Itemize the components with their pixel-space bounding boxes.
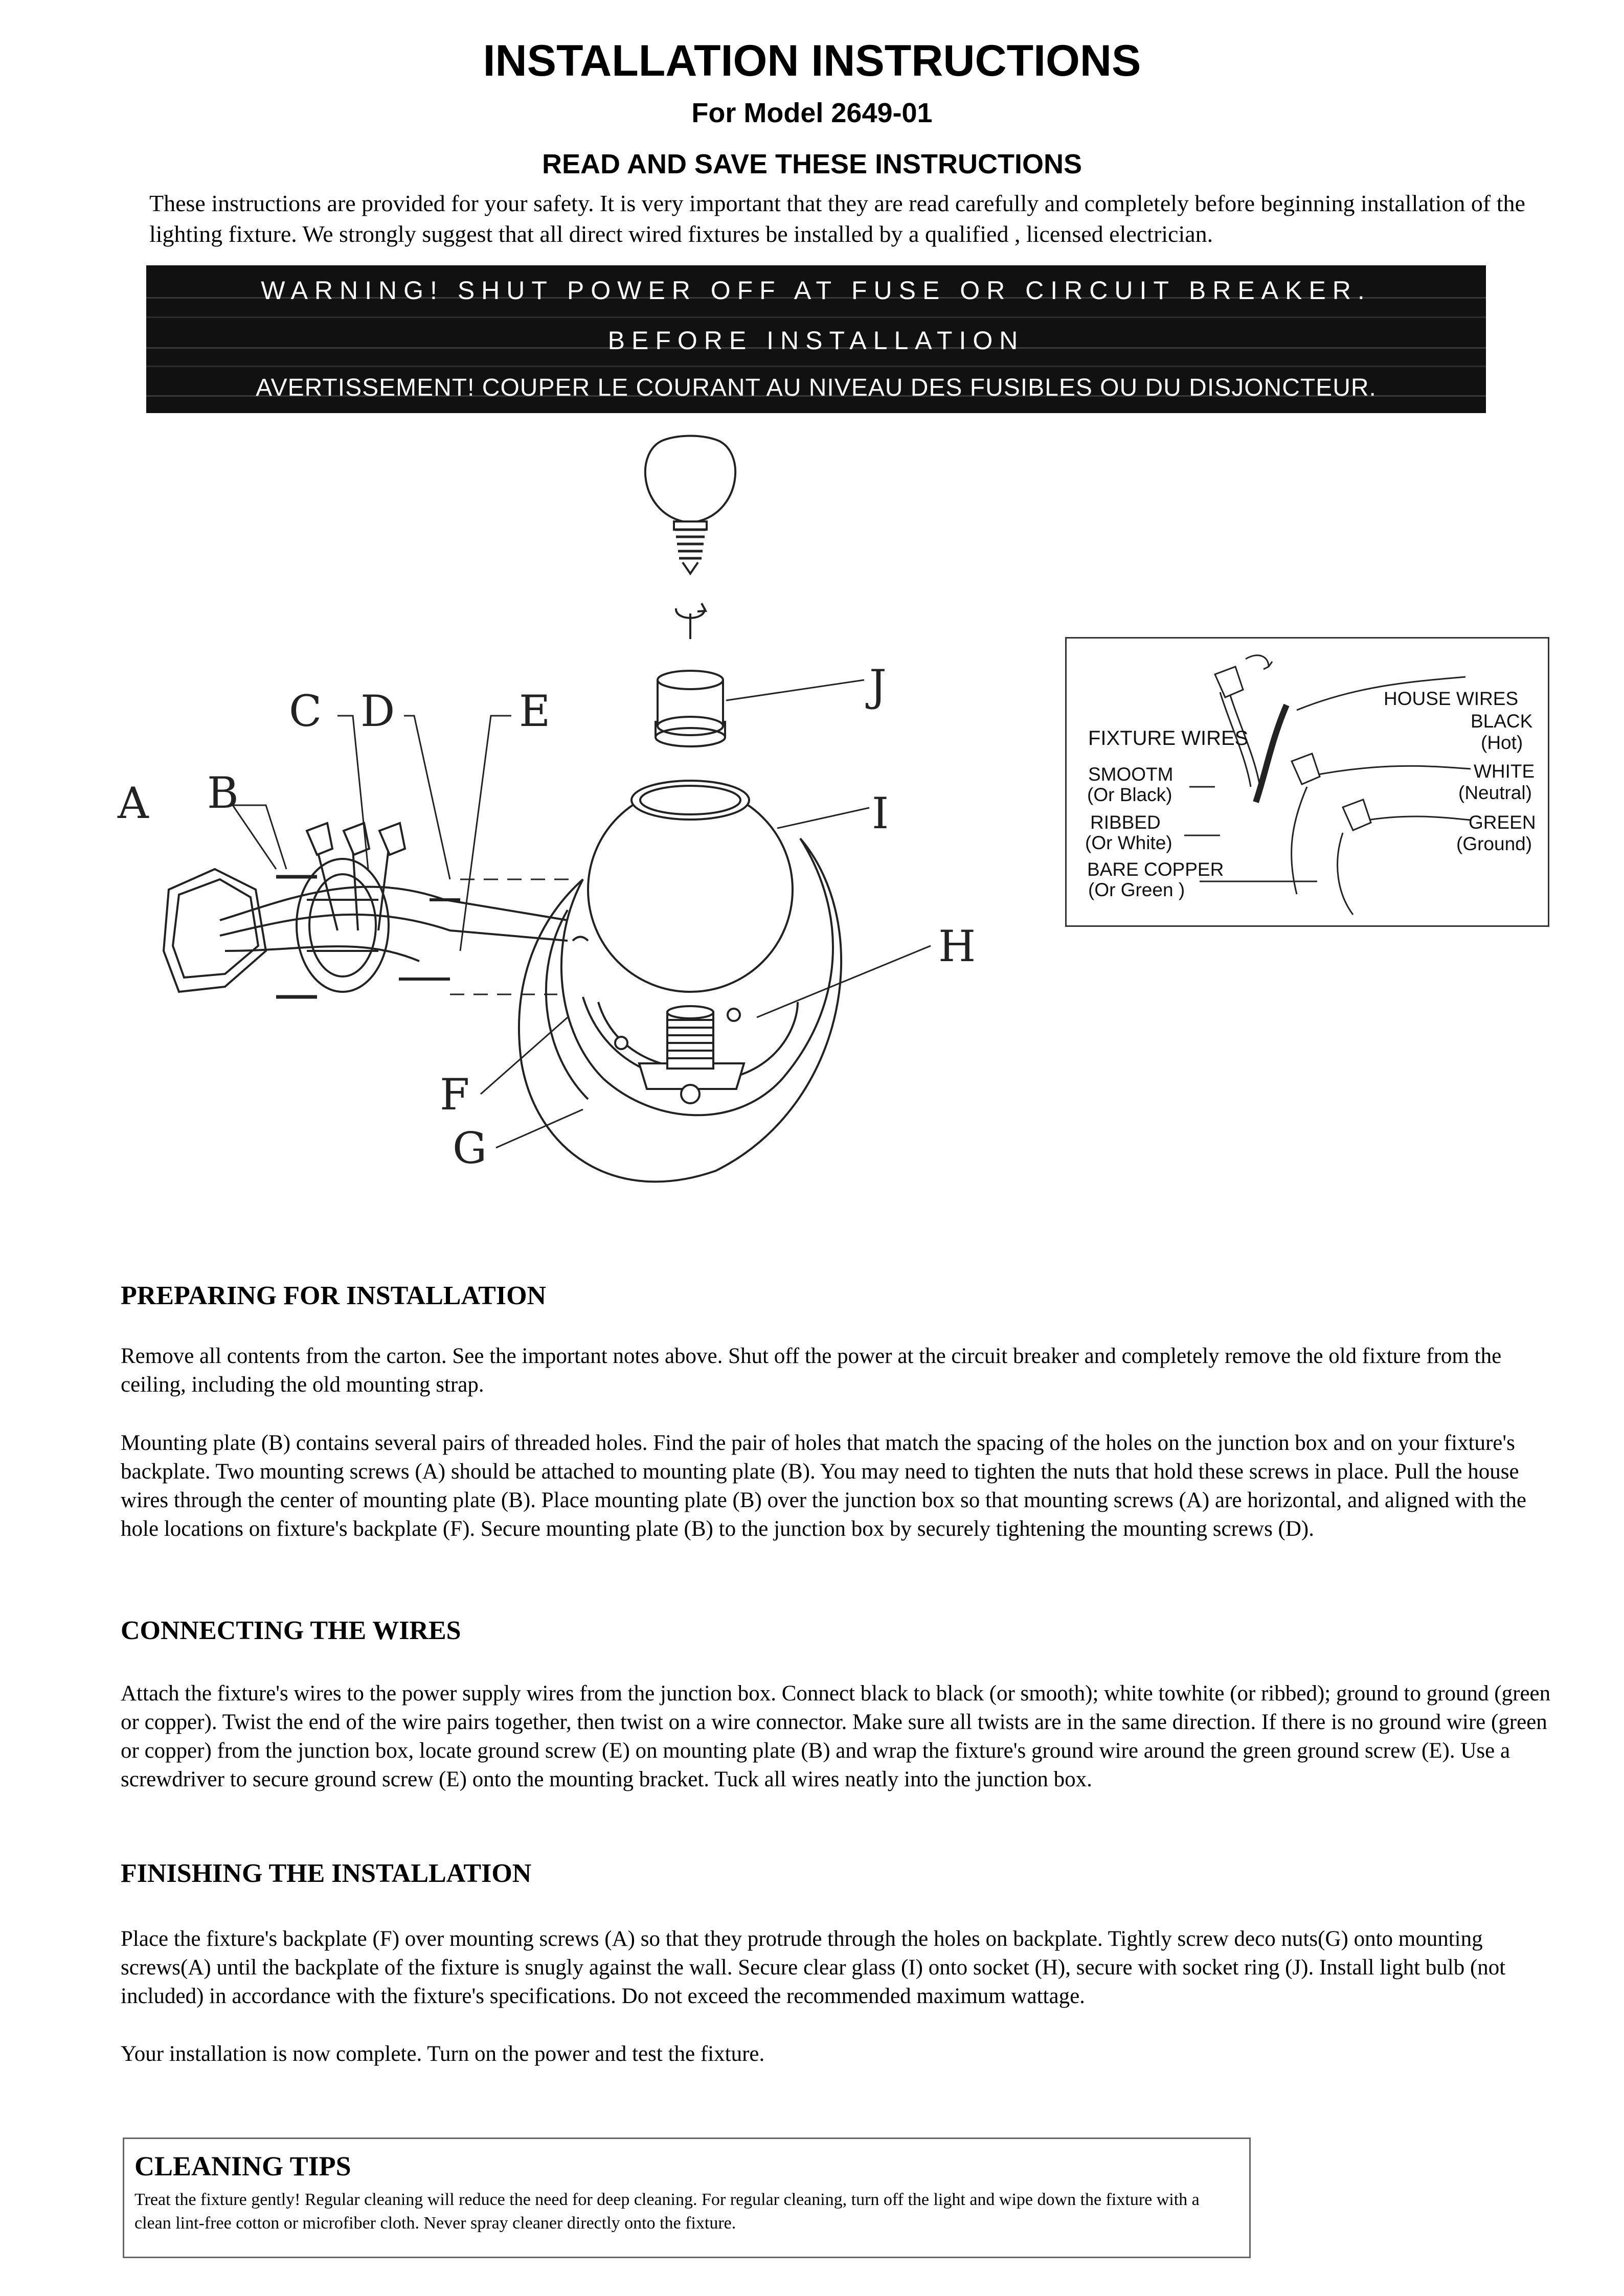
model-subtitle: For Model 2649-01 [691, 98, 933, 128]
intro-paragraph: These instructions are provided for your safety. It is very important that they are read carefully and completely before beginning installation of the lighting fixture. We strongly suggest that all direct wired fixtures be installed by a qualified , licensed electrician. [149, 190, 1525, 247]
or-green-label: (Or Green ) [1088, 879, 1185, 900]
ribbed-label: RIBBED [1090, 812, 1161, 833]
wire-connectors [307, 823, 405, 855]
junction-box [164, 869, 266, 992]
label-i: I [872, 788, 889, 838]
socket-h [615, 1006, 744, 1103]
connecting-heading: CONNECTING THE WIRES [121, 1616, 461, 1645]
hot-label: (Hot) [1481, 732, 1523, 753]
black-label: BLACK [1471, 711, 1533, 732]
house-wires-label: HOUSE WIRES [1384, 688, 1519, 709]
cleaning-tips-box [123, 2138, 1251, 2258]
warning-line-english: WARNING! SHUT POWER OFF AT FUSE OR CIRCUIT BREAKER. [261, 276, 1371, 305]
warning-banner [146, 265, 1486, 413]
label-g: G [453, 1123, 487, 1173]
label-j: J [869, 661, 887, 711]
or-black-label: (Or Black) [1087, 784, 1172, 805]
or-white-label: (Or White) [1085, 832, 1172, 853]
green-label: GREEN [1469, 812, 1536, 833]
bare-copper-label: BARE COPPER [1087, 859, 1224, 880]
twist-arrow-icon [1246, 655, 1272, 669]
label-a: A [118, 778, 149, 828]
warning-line-french: AVERTISSEMENT! COUPER LE COURANT AU NIVEAU DES FUSIBLES OU DU DISJONCTEUR. [256, 374, 1377, 401]
fixture-wires-label: FIXTURE WIRES [1088, 727, 1249, 749]
preparing-paragraph-1: Remove all contents from the carton. See the important notes above. Shut off the power at the circuit breaker and completely remove the old fixture from the ceiling, including the old mounting strap. [121, 1344, 1502, 1397]
socket-ring-j [656, 671, 725, 746]
white-label: WHITE [1474, 761, 1535, 782]
light-bulb-icon [645, 436, 735, 574]
fixture-wires [220, 849, 568, 961]
ground-label: (Ground) [1456, 833, 1532, 854]
mounting-plate-b [297, 859, 389, 992]
read-save-notice: READ AND SAVE THESE INSTRUCTIONS [542, 149, 1082, 179]
preparing-heading: PREPARING FOR INSTALLATION [121, 1281, 547, 1310]
label-e: E [519, 686, 551, 736]
label-d: D [360, 686, 395, 736]
smootm-label: SMOOTM [1088, 764, 1174, 785]
connecting-paragraph: Attach the fixture's wires to the power supply wires from the junction box. Connect black to black (or smooth); white towhite (or ribbed); ground to ground (green or copper). Twist the end of the wire pairs together, then twist on a wire connector. Make sure all twists are in the same direction. If there is no ground wire (green or copper) from the junction box, locate ground screw (E) on mounting plate (B) and wrap the fixture's ground wire around the green ground screw (E). Use a screwdriver to secure ground screw (E) onto the mounting bracket. Tuck all wires neatly into the junction box. [121, 1681, 1551, 1791]
label-c: C [289, 686, 322, 736]
finishing-paragraph-1: Place the fixture's backplate (F) over mounting screws (A) so that they protrude through the holes on backplate. Tightly screw deco nuts(G) onto mounting screws(A) until the backplate of the fixture is snugly against the wall. Secure clear glass (I) onto socket (H), secure with socket ring (J). Install light bulb (not included) in accordance with the fixture's specifications. Do not exceed the recommended maximum wattage. [121, 1927, 1506, 2008]
cleaning-heading: CLEANING TIPS [134, 2151, 351, 2181]
document-title: INSTALLATION INSTRUCTIONS [483, 36, 1141, 85]
finishing-paragraph-2: Your installation is now complete. Turn on the power and test the fixture. [121, 2042, 765, 2066]
wiring-diagram-inset [1065, 637, 1549, 927]
preparing-paragraph-2: Mounting plate (B) contains several pairs of threaded holes. Find the pair of holes that match the spacing of the holes on the junction box and on your fixture's backplate. Two mounting screws (A) should be attached to mounting plate (B). You may need to tighten the nuts that hold these screws in place. Pull the house wires through the center of mounting plate (B). Place mounting plate (B) over the junction box so that mounting screws (A) are horizontal, and aligned with the hole locations on fixture's backplate (F). Secure mounting plate (B) to the junction box by securely tightening the mounting screws (D). [121, 1431, 1526, 1541]
label-h: H [938, 921, 976, 971]
label-f: F [440, 1070, 470, 1120]
finishing-heading: FINISHING THE INSTALLATION [121, 1859, 532, 1888]
warning-line-before: BEFORE INSTALLATION [607, 326, 1025, 355]
label-b: B [207, 768, 239, 818]
cleaning-text: Treat the fixture gently! Regular cleaning will reduce the need for deep cleaning. For regular cleaning, turn off the light and wipe down the fixture with a clean lint-free cotton or microfiber cloth. Never spray cleaner directly onto the fixture. [134, 2190, 1200, 2233]
glass-globe-i [588, 781, 793, 992]
rotate-arrow-icon [676, 603, 706, 639]
neutral-label: (Neutral) [1458, 782, 1532, 803]
